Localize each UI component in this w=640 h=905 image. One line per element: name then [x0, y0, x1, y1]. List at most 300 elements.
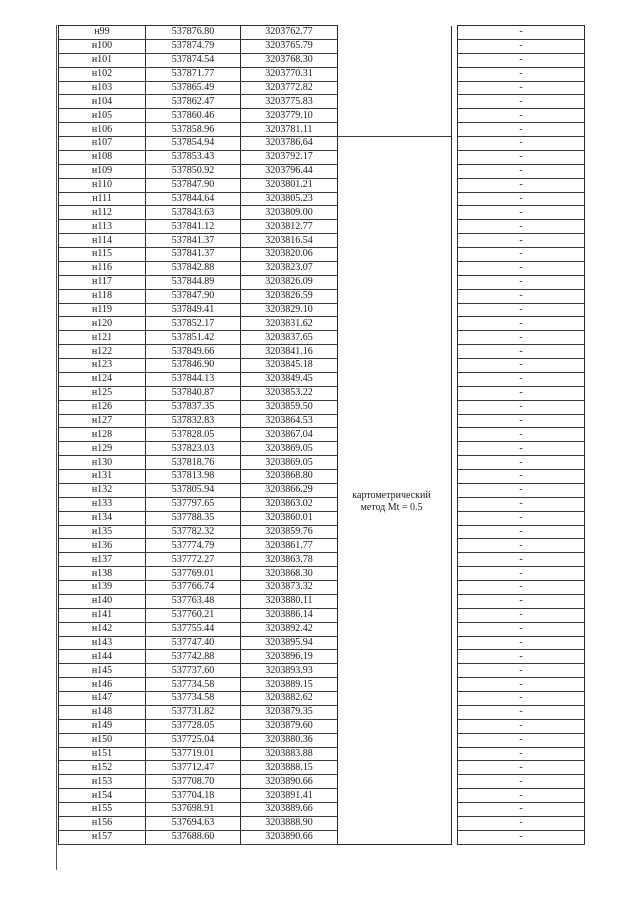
accuracy-cell: - [458, 137, 585, 151]
point-name-cell: н113 [59, 220, 146, 234]
accuracy-cell: - [458, 289, 585, 303]
accuracy-cell: - [458, 178, 585, 192]
method-cell [338, 220, 452, 234]
method-cell [338, 594, 452, 608]
x-coordinate-cell: 537747.40 [146, 636, 241, 650]
y-coordinate-cell: 3203849.45 [241, 372, 338, 386]
accuracy-cell: - [458, 553, 585, 567]
accuracy-cell: - [458, 525, 585, 539]
table-row [59, 123, 585, 137]
table-row [59, 150, 585, 164]
method-cell [338, 248, 452, 262]
y-coordinate-cell: 3203831.62 [241, 317, 338, 331]
x-coordinate-cell: 537708.70 [146, 775, 241, 789]
accuracy-cell: - [458, 622, 585, 636]
y-coordinate-cell: 3203879.35 [241, 705, 338, 719]
table-row [59, 608, 585, 622]
point-name-cell: н103 [59, 81, 146, 95]
method-cell [338, 636, 452, 650]
accuracy-cell: - [458, 372, 585, 386]
table-row [59, 206, 585, 220]
method-cell [338, 664, 452, 678]
accuracy-cell: - [458, 567, 585, 581]
table-row [59, 456, 585, 470]
accuracy-cell: - [458, 497, 585, 511]
method-cell [338, 178, 452, 192]
x-coordinate-cell: 537832.83 [146, 414, 241, 428]
left-margin-rule [56, 25, 57, 870]
y-coordinate-cell: 3203772.82 [241, 81, 338, 95]
point-name-cell: н104 [59, 95, 146, 109]
point-name-cell: н137 [59, 553, 146, 567]
point-name-cell: н124 [59, 372, 146, 386]
table-row [59, 581, 585, 595]
point-name-cell: н125 [59, 386, 146, 400]
method-cell [338, 761, 452, 775]
y-coordinate-cell: 3203890.66 [241, 775, 338, 789]
accuracy-cell: - [458, 26, 585, 40]
accuracy-cell: - [458, 775, 585, 789]
table-row [59, 705, 585, 719]
x-coordinate-cell: 537763.48 [146, 594, 241, 608]
x-coordinate-cell: 537860.46 [146, 109, 241, 123]
x-coordinate-cell: 537698.91 [146, 803, 241, 817]
y-coordinate-cell: 3203866.29 [241, 483, 338, 497]
table-row [59, 303, 585, 317]
y-coordinate-cell: 3203869.05 [241, 456, 338, 470]
point-name-cell: н129 [59, 442, 146, 456]
table-row [59, 539, 585, 553]
table-row [59, 67, 585, 81]
method-label-line2: метод Mt = 0.5 [360, 502, 423, 513]
table-row [59, 345, 585, 359]
method-cell [338, 803, 452, 817]
x-coordinate-cell: 537850.92 [146, 164, 241, 178]
point-name-cell: н115 [59, 248, 146, 262]
table-row [59, 261, 585, 275]
x-coordinate-cell: 537734.58 [146, 692, 241, 706]
point-name-cell: н143 [59, 636, 146, 650]
point-name-cell: н107 [59, 137, 146, 151]
x-coordinate-cell: 537769.01 [146, 567, 241, 581]
y-coordinate-cell: 3203859.76 [241, 525, 338, 539]
point-name-cell: н156 [59, 816, 146, 830]
accuracy-cell: - [458, 678, 585, 692]
accuracy-cell: - [458, 123, 585, 137]
method-cell [338, 26, 452, 40]
y-coordinate-cell: 3203868.80 [241, 470, 338, 484]
point-name-cell: н99 [59, 26, 146, 40]
y-coordinate-cell: 3203893.93 [241, 664, 338, 678]
point-name-cell: н114 [59, 234, 146, 248]
point-name-cell: н116 [59, 261, 146, 275]
accuracy-cell: - [458, 206, 585, 220]
accuracy-cell: - [458, 150, 585, 164]
table-row [59, 26, 585, 40]
x-coordinate-cell: 537841.37 [146, 234, 241, 248]
table-row [59, 511, 585, 525]
x-coordinate-cell: 537846.90 [146, 359, 241, 373]
accuracy-cell: - [458, 719, 585, 733]
table-row [59, 747, 585, 761]
point-name-cell: н142 [59, 622, 146, 636]
point-name-cell: н102 [59, 67, 146, 81]
y-coordinate-cell: 3203864.53 [241, 414, 338, 428]
y-coordinate-cell: 3203826.09 [241, 275, 338, 289]
table-row [59, 719, 585, 733]
method-cell [338, 789, 452, 803]
table-row [59, 650, 585, 664]
table-row [59, 497, 585, 511]
method-label-line1: картометрический [352, 490, 431, 501]
y-coordinate-cell: 3203863.02 [241, 497, 338, 511]
point-name-cell: н130 [59, 456, 146, 470]
x-coordinate-cell: 537755.44 [146, 622, 241, 636]
accuracy-cell: - [458, 67, 585, 81]
method-cell [338, 137, 452, 151]
table-row [59, 137, 585, 151]
method-cell [338, 567, 452, 581]
table-row [59, 483, 585, 497]
y-coordinate-cell: 3203891.41 [241, 789, 338, 803]
point-name-cell: н111 [59, 192, 146, 206]
accuracy-cell: - [458, 816, 585, 830]
point-name-cell: н127 [59, 414, 146, 428]
point-name-cell: н149 [59, 719, 146, 733]
method-cell [338, 456, 452, 470]
accuracy-cell: - [458, 109, 585, 123]
accuracy-cell: - [458, 53, 585, 67]
point-name-cell: н153 [59, 775, 146, 789]
x-coordinate-cell: 537813.98 [146, 470, 241, 484]
table-row [59, 81, 585, 95]
table-row [59, 567, 585, 581]
x-coordinate-cell: 537874.79 [146, 39, 241, 53]
accuracy-cell: - [458, 386, 585, 400]
method-cell [338, 372, 452, 386]
method-cell [338, 553, 452, 567]
accuracy-cell: - [458, 594, 585, 608]
point-name-cell: н100 [59, 39, 146, 53]
point-name-cell: н109 [59, 164, 146, 178]
point-name-cell: н128 [59, 428, 146, 442]
coordinates-table [58, 25, 585, 845]
accuracy-cell: - [458, 470, 585, 484]
y-coordinate-cell: 3203861.77 [241, 539, 338, 553]
point-name-cell: н151 [59, 747, 146, 761]
accuracy-cell: - [458, 400, 585, 414]
method-cell [338, 39, 452, 53]
accuracy-cell: - [458, 164, 585, 178]
table-row [59, 692, 585, 706]
point-name-cell: н154 [59, 789, 146, 803]
accuracy-cell: - [458, 733, 585, 747]
point-name-cell: н134 [59, 511, 146, 525]
point-name-cell: н139 [59, 581, 146, 595]
method-cell [338, 705, 452, 719]
y-coordinate-cell: 3203892.42 [241, 622, 338, 636]
x-coordinate-cell: 537805.94 [146, 483, 241, 497]
x-coordinate-cell: 537688.60 [146, 830, 241, 844]
x-coordinate-cell: 537704.18 [146, 789, 241, 803]
y-coordinate-cell: 3203809.00 [241, 206, 338, 220]
accuracy-cell: - [458, 650, 585, 664]
method-cell [338, 733, 452, 747]
x-coordinate-cell: 537728.05 [146, 719, 241, 733]
x-coordinate-cell: 537734.58 [146, 678, 241, 692]
x-coordinate-cell: 537847.90 [146, 289, 241, 303]
accuracy-cell: - [458, 345, 585, 359]
point-name-cell: н118 [59, 289, 146, 303]
point-name-cell: н136 [59, 539, 146, 553]
x-coordinate-cell: 537772.27 [146, 553, 241, 567]
point-name-cell: н126 [59, 400, 146, 414]
y-coordinate-cell: 3203781.11 [241, 123, 338, 137]
method-cell [338, 581, 452, 595]
table-row [59, 775, 585, 789]
table-row [59, 816, 585, 830]
x-coordinate-cell: 537742.88 [146, 650, 241, 664]
point-name-cell: н150 [59, 733, 146, 747]
accuracy-cell: - [458, 664, 585, 678]
accuracy-cell: - [458, 359, 585, 373]
y-coordinate-cell: 3203770.31 [241, 67, 338, 81]
y-coordinate-cell: 3203863.78 [241, 553, 338, 567]
x-coordinate-cell: 537862.47 [146, 95, 241, 109]
table-row [59, 372, 585, 386]
x-coordinate-cell: 537719.01 [146, 747, 241, 761]
point-name-cell: н146 [59, 678, 146, 692]
y-coordinate-cell: 3203895.94 [241, 636, 338, 650]
point-name-cell: н157 [59, 830, 146, 844]
table-row [59, 594, 585, 608]
point-name-cell: н147 [59, 692, 146, 706]
x-coordinate-cell: 537841.12 [146, 220, 241, 234]
x-coordinate-cell: 537694.63 [146, 816, 241, 830]
y-coordinate-cell: 3203762.77 [241, 26, 338, 40]
accuracy-cell: - [458, 456, 585, 470]
accuracy-cell: - [458, 483, 585, 497]
accuracy-cell: - [458, 192, 585, 206]
method-cell [338, 234, 452, 248]
table-row [59, 400, 585, 414]
method-cell [338, 442, 452, 456]
table-row [59, 428, 585, 442]
y-coordinate-cell: 3203796.44 [241, 164, 338, 178]
accuracy-cell: - [458, 331, 585, 345]
accuracy-cell: - [458, 636, 585, 650]
point-name-cell: н106 [59, 123, 146, 137]
x-coordinate-cell: 537725.04 [146, 733, 241, 747]
table-row [59, 359, 585, 373]
method-cell [338, 53, 452, 67]
point-name-cell: н131 [59, 470, 146, 484]
y-coordinate-cell: 3203816.54 [241, 234, 338, 248]
y-coordinate-cell: 3203779.10 [241, 109, 338, 123]
accuracy-cell: - [458, 234, 585, 248]
x-coordinate-cell: 537818.76 [146, 456, 241, 470]
point-name-cell: н152 [59, 761, 146, 775]
point-name-cell: н119 [59, 303, 146, 317]
point-name-cell: н112 [59, 206, 146, 220]
method-cell [338, 692, 452, 706]
point-name-cell: н117 [59, 275, 146, 289]
table-row [59, 622, 585, 636]
accuracy-cell: - [458, 442, 585, 456]
y-coordinate-cell: 3203805.23 [241, 192, 338, 206]
accuracy-cell: - [458, 95, 585, 109]
x-coordinate-cell: 537823.03 [146, 442, 241, 456]
y-coordinate-cell: 3203888.15 [241, 761, 338, 775]
accuracy-cell: - [458, 511, 585, 525]
x-coordinate-cell: 537766.74 [146, 581, 241, 595]
table-row [59, 789, 585, 803]
y-coordinate-cell: 3203896.19 [241, 650, 338, 664]
accuracy-cell: - [458, 81, 585, 95]
y-coordinate-cell: 3203792.17 [241, 150, 338, 164]
method-cell [338, 414, 452, 428]
point-name-cell: н144 [59, 650, 146, 664]
table-row [59, 470, 585, 484]
accuracy-cell: - [458, 705, 585, 719]
point-name-cell: н110 [59, 178, 146, 192]
x-coordinate-cell: 537843.63 [146, 206, 241, 220]
method-cell-text [335, 490, 448, 514]
accuracy-cell: - [458, 39, 585, 53]
point-name-cell: н145 [59, 664, 146, 678]
method-cell [338, 678, 452, 692]
point-name-cell: н138 [59, 567, 146, 581]
y-coordinate-cell: 3203812.77 [241, 220, 338, 234]
y-coordinate-cell: 3203886.14 [241, 608, 338, 622]
accuracy-cell: - [458, 275, 585, 289]
table-row [59, 109, 585, 123]
method-cell [338, 81, 452, 95]
method-cell [338, 525, 452, 539]
accuracy-cell: - [458, 692, 585, 706]
y-coordinate-cell: 3203853.22 [241, 386, 338, 400]
method-cell [338, 830, 452, 844]
x-coordinate-cell: 537797.65 [146, 497, 241, 511]
table-row [59, 275, 585, 289]
point-name-cell: н101 [59, 53, 146, 67]
point-name-cell: н122 [59, 345, 146, 359]
x-coordinate-cell: 537852.17 [146, 317, 241, 331]
point-name-cell: н121 [59, 331, 146, 345]
method-cell [338, 775, 452, 789]
y-coordinate-cell: 3203882.62 [241, 692, 338, 706]
x-coordinate-cell: 537737.60 [146, 664, 241, 678]
table-row [59, 664, 585, 678]
method-cell [338, 150, 452, 164]
accuracy-cell: - [458, 830, 585, 844]
point-name-cell: н120 [59, 317, 146, 331]
x-coordinate-cell: 537844.64 [146, 192, 241, 206]
table-row [59, 678, 585, 692]
method-cell [338, 747, 452, 761]
method-cell [338, 164, 452, 178]
x-coordinate-cell: 537782.32 [146, 525, 241, 539]
method-cell [338, 123, 452, 137]
method-cell [338, 109, 452, 123]
method-cell [338, 67, 452, 81]
x-coordinate-cell: 537731.82 [146, 705, 241, 719]
table-row [59, 289, 585, 303]
y-coordinate-cell: 3203880.11 [241, 594, 338, 608]
x-coordinate-cell: 537788.35 [146, 511, 241, 525]
point-name-cell: н135 [59, 525, 146, 539]
y-coordinate-cell: 3203890.66 [241, 830, 338, 844]
table-row [59, 39, 585, 53]
y-coordinate-cell: 3203880.36 [241, 733, 338, 747]
method-cell [338, 539, 452, 553]
y-coordinate-cell: 3203786.64 [241, 137, 338, 151]
x-coordinate-cell: 537853.43 [146, 150, 241, 164]
table-row [59, 761, 585, 775]
method-cell [338, 289, 452, 303]
y-coordinate-cell: 3203801.21 [241, 178, 338, 192]
method-cell [338, 345, 452, 359]
y-coordinate-cell: 3203860.01 [241, 511, 338, 525]
table-row [59, 525, 585, 539]
y-coordinate-cell: 3203775.83 [241, 95, 338, 109]
y-coordinate-cell: 3203829.10 [241, 303, 338, 317]
point-name-cell: н123 [59, 359, 146, 373]
accuracy-cell: - [458, 608, 585, 622]
table-row [59, 830, 585, 844]
accuracy-cell: - [458, 761, 585, 775]
method-cell [338, 95, 452, 109]
table-row [59, 220, 585, 234]
table-row [59, 414, 585, 428]
method-cell [338, 622, 452, 636]
y-coordinate-cell: 3203889.15 [241, 678, 338, 692]
point-name-cell: н133 [59, 497, 146, 511]
accuracy-cell: - [458, 303, 585, 317]
method-cell [338, 331, 452, 345]
x-coordinate-cell: 537841.37 [146, 248, 241, 262]
method-cell [338, 192, 452, 206]
method-cell [338, 317, 452, 331]
x-coordinate-cell: 537840.87 [146, 386, 241, 400]
y-coordinate-cell: 3203765.79 [241, 39, 338, 53]
y-coordinate-cell: 3203837.65 [241, 331, 338, 345]
point-name-cell: н132 [59, 483, 146, 497]
coordinates-table-body [59, 26, 585, 845]
y-coordinate-cell: 3203879.60 [241, 719, 338, 733]
x-coordinate-cell: 537849.66 [146, 345, 241, 359]
point-name-cell: н140 [59, 594, 146, 608]
method-cell [338, 359, 452, 373]
method-cell [338, 816, 452, 830]
table-row [59, 192, 585, 206]
y-coordinate-cell: 3203841.16 [241, 345, 338, 359]
method-cell [338, 206, 452, 220]
accuracy-cell: - [458, 581, 585, 595]
table-row [59, 317, 585, 331]
x-coordinate-cell: 537876.80 [146, 26, 241, 40]
accuracy-cell: - [458, 803, 585, 817]
x-coordinate-cell: 537844.13 [146, 372, 241, 386]
method-cell [338, 650, 452, 664]
accuracy-cell: - [458, 220, 585, 234]
y-coordinate-cell: 3203823.07 [241, 261, 338, 275]
table-row [59, 248, 585, 262]
y-coordinate-cell: 3203869.05 [241, 442, 338, 456]
table-row [59, 553, 585, 567]
x-coordinate-cell: 537858.96 [146, 123, 241, 137]
y-coordinate-cell: 3203768.30 [241, 53, 338, 67]
